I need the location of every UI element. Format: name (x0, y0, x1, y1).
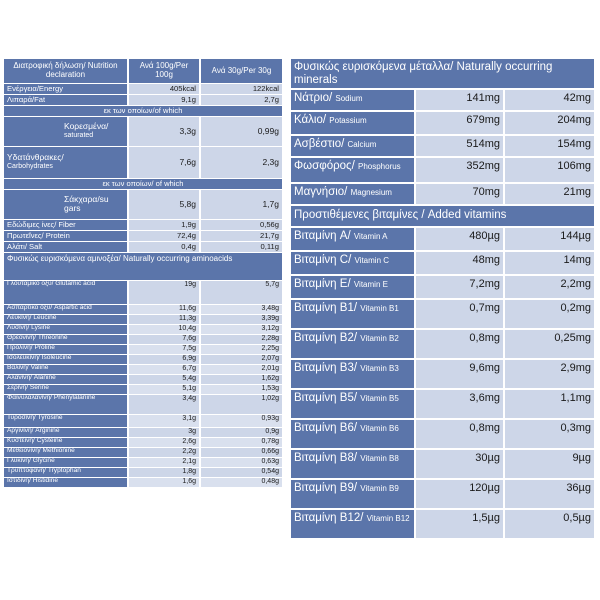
vitamin-label (291, 419, 415, 449)
aminoacid-per-30g: 1,02g (200, 394, 282, 414)
aminoacid-row (4, 437, 282, 447)
per-100g-header: Ανά 100g/Per 100g (128, 59, 200, 83)
mineral-label (291, 89, 415, 111)
of-which-row (4, 105, 282, 116)
carbohydrates-label (4, 146, 128, 178)
vitamin-per-30g: 0,3mg (504, 419, 594, 449)
vitamin-per-100g: 30µg (415, 449, 504, 479)
aminoacid-row (4, 414, 282, 427)
aminoacid-per-30g: 0,66g (200, 447, 282, 457)
saturated-row (4, 116, 282, 146)
vitamin-name-en: Vitamin B12 (366, 514, 410, 523)
vitamin-per-30g: 1,1mg (504, 389, 594, 419)
aminoacid-per-100g: 1,6g (128, 477, 200, 487)
aminoacid-per-30g: 3,48g (200, 304, 282, 314)
vitamin-row (291, 479, 594, 509)
saturated-label-en: saturated (64, 132, 94, 140)
aminoacid-row (4, 354, 282, 364)
carbohydrates-label-gr: Υδατάνθρακες/ (7, 152, 64, 163)
mineral-name-en: Magnesium (350, 188, 392, 197)
fiber-row (4, 219, 282, 230)
mineral-label (291, 157, 415, 183)
sugars-label (4, 189, 128, 219)
saturated-label (4, 116, 128, 146)
vitamin-per-30g: 144µg (504, 227, 594, 251)
aminoacid-per-30g: 2,07g (200, 354, 282, 364)
aminoacids-section-row (4, 252, 282, 280)
vitamin-row (291, 275, 594, 299)
vitamin-row (291, 449, 594, 479)
vitamin-row (291, 419, 594, 449)
sugars-label-en: gars (64, 203, 81, 213)
minerals-section-row (291, 59, 594, 89)
vitamin-name-en: Vitamin B1 (360, 304, 399, 313)
vitamin-label (291, 479, 415, 509)
aminoacid-label: Γλουταμικό οξύ/ Glutamic acid (4, 280, 128, 304)
saturated-per-30g: 0,99g (200, 116, 282, 146)
aminoacid-row (4, 324, 282, 334)
protein-label: Πρωτεΐνες/ Protein (4, 230, 128, 241)
vitamin-label (291, 389, 415, 419)
aminoacid-label: Λευκίνη/ Leucine (4, 314, 128, 324)
nutrition-declaration-header: Διατροφική δήλωση/ Nutrition declaration (4, 59, 128, 83)
aminoacid-label: Φαινυλαλανίνη/ Phenylalanine (4, 394, 128, 414)
mineral-per-30g: 106mg (504, 157, 594, 183)
aminoacid-per-100g: 3g (128, 427, 200, 437)
carbohydrates-row (4, 146, 282, 178)
aminoacid-row (4, 457, 282, 467)
aminoacid-row (4, 344, 282, 354)
vitamin-name-en: Vitamin B5 (360, 394, 399, 403)
aminoacid-per-30g: 2,01g (200, 364, 282, 374)
aminoacid-label: Προλίνη/ Proline (4, 344, 128, 354)
aminoacid-row (4, 314, 282, 324)
vitamin-name-gr: Βιταμίνη B2/ (294, 332, 358, 344)
aminoacid-per-100g: 3,4g (128, 394, 200, 414)
vitamin-per-100g: 3,6mg (415, 389, 504, 419)
fat-per-100g: 9,1g (128, 94, 200, 105)
aminoacid-per-100g: 11,3g (128, 314, 200, 324)
aminoacid-per-100g: 3,1g (128, 414, 200, 427)
mineral-name-gr: Ασβέστιο/ (294, 138, 345, 150)
nutrition-declaration-table (4, 59, 282, 488)
vitamin-per-30g: 2,2mg (504, 275, 594, 299)
vitamin-per-100g: 480µg (415, 227, 504, 251)
aminoacid-row (4, 447, 282, 457)
sugars-per-30g: 1,7g (200, 189, 282, 219)
aminoacid-row (4, 384, 282, 394)
vitamin-row (291, 251, 594, 275)
mineral-label (291, 111, 415, 135)
protein-row (4, 230, 282, 241)
vitamin-label (291, 275, 415, 299)
vitamin-per-100g: 120µg (415, 479, 504, 509)
mineral-per-100g: 70mg (415, 183, 504, 205)
aminoacid-per-30g: 0,78g (200, 437, 282, 447)
minerals-section-title: Φυσικώς ευρισκόμενα μέταλλα/ Naturally occurring minerals (291, 59, 594, 89)
vitamin-name-en: Vitamin B9 (360, 484, 399, 493)
aminoacid-per-100g: 2,6g (128, 437, 200, 447)
aminoacid-label: Κυστεΐνη/ Cysteine (4, 437, 128, 447)
aminoacid-per-30g: 2,28g (200, 334, 282, 344)
aminoacid-row (4, 374, 282, 384)
vitamin-per-30g: 14mg (504, 251, 594, 275)
aminoacid-label: Ασπαρτικό οξύ/ Aspartic acid (4, 304, 128, 314)
carbohydrates-label-en: Carbohydrates (7, 163, 53, 171)
aminoacid-label: Αργινίνη/ Arginine (4, 427, 128, 437)
aminoacid-row (4, 280, 282, 304)
aminoacid-per-30g: 0,63g (200, 457, 282, 467)
mineral-row (291, 157, 594, 183)
mineral-label (291, 135, 415, 157)
mineral-per-30g: 154mg (504, 135, 594, 157)
aminoacid-per-100g: 7,6g (128, 334, 200, 344)
salt-per-30g: 0,11g (200, 241, 282, 252)
mineral-name-gr: Μαγνήσιο/ (294, 186, 348, 198)
fiber-per-30g: 0,56g (200, 219, 282, 230)
aminoacid-per-100g: 1,8g (128, 467, 200, 477)
mineral-name-en: Phosphorus (357, 162, 401, 171)
aminoacid-per-100g: 6,9g (128, 354, 200, 364)
aminoacid-per-30g: 3,39g (200, 314, 282, 324)
vitamin-name-en: Vitamin A (353, 232, 388, 241)
vitamin-name-gr: Βιταμίνη C/ (294, 254, 352, 266)
nutrition-header-row (4, 59, 282, 83)
protein-per-30g: 21,7g (200, 230, 282, 241)
mineral-per-30g: 21mg (504, 183, 594, 205)
mineral-row (291, 183, 594, 205)
aminoacid-per-30g: 5,7g (200, 280, 282, 304)
vitamin-name-gr: Βιταμίνη B3/ (294, 362, 358, 374)
vitamin-row (291, 227, 594, 251)
protein-per-100g: 72,4g (128, 230, 200, 241)
aminoacid-label: Τυροσίνη/ Tyrosine (4, 414, 128, 427)
fat-label: Λιπαρά/Fat (4, 94, 128, 105)
fiber-label: Εδώδιμες ίνες/ Fiber (4, 219, 128, 230)
sugars-label-gr: Σάκχαρα/su (64, 194, 109, 205)
mineral-label (291, 183, 415, 205)
aminoacid-per-30g: 1,53g (200, 384, 282, 394)
energy-per-30g: 122kcal (200, 83, 282, 94)
aminoacid-label: Ισολευκίνη/ Isoleucine (4, 354, 128, 364)
mineral-name-gr: Κάλιο/ (294, 114, 327, 126)
aminoacid-row (4, 394, 282, 414)
vitamin-per-30g: 36µg (504, 479, 594, 509)
vitamin-per-30g: 0,5µg (504, 509, 594, 539)
vitamin-name-gr: Βιταμίνη E/ (294, 278, 351, 290)
vitamins-list (291, 227, 594, 539)
aminoacid-label: Βαλίνη/ Valine (4, 364, 128, 374)
vitamin-name-gr: Βιταμίνη B12/ (294, 512, 364, 524)
vitamin-name-en: Vitamin E (353, 280, 388, 289)
vitamin-label (291, 329, 415, 359)
aminoacid-per-30g: 1,62g (200, 374, 282, 384)
of-which-label: εκ των οποίων/of which (4, 105, 282, 116)
fat-per-30g: 2,7g (200, 94, 282, 105)
aminoacid-label: Σερίνη/ Serine (4, 384, 128, 394)
fiber-per-100g: 1,9g (128, 219, 200, 230)
mineral-row (291, 111, 594, 135)
vitamin-per-30g: 0,2mg (504, 299, 594, 329)
mineral-row (291, 89, 594, 111)
fat-row (4, 94, 282, 105)
vitamin-per-100g: 0,8mg (415, 329, 504, 359)
mineral-name-en: Calcium (347, 140, 377, 149)
minerals-list (291, 89, 594, 205)
mineral-name-en: Sodium (335, 94, 363, 103)
vitamin-per-30g: 9µg (504, 449, 594, 479)
sugars-row (4, 189, 282, 219)
vitamin-label (291, 449, 415, 479)
vitamin-per-30g: 2,9mg (504, 359, 594, 389)
vitamin-name-en: Vitamin B3 (360, 364, 399, 373)
vitamin-name-gr: Βιταμίνη B6/ (294, 422, 358, 434)
vitamins-section-title: Προστιθέμενες βιταμίνες / Added vitamins (291, 205, 594, 227)
vitamin-name-en: Vitamin C (354, 256, 390, 265)
vitamin-per-100g: 48mg (415, 251, 504, 275)
aminoacid-per-100g: 19g (128, 280, 200, 304)
carbohydrates-per-100g: 7,6g (128, 146, 200, 178)
aminoacid-label: Μεθειονίνη/ Methionine (4, 447, 128, 457)
aminoacid-per-30g: 0,48g (200, 477, 282, 487)
aminoacid-label: Ιστιδίνη/ Histidine (4, 477, 128, 487)
salt-row (4, 241, 282, 252)
aminoacid-row (4, 477, 282, 487)
of-which-label-2: εκ των οποίων/ of which (4, 178, 282, 189)
vitamin-name-en: Vitamin B8 (360, 454, 399, 463)
vitamin-name-gr: Βιταμίνη B1/ (294, 302, 358, 314)
vitamin-label (291, 299, 415, 329)
aminoacids-list (4, 280, 282, 487)
vitamin-per-100g: 9,6mg (415, 359, 504, 389)
vitamin-label (291, 227, 415, 251)
vitamins-section-row (291, 205, 594, 227)
vitamin-name-en: Vitamin B2 (360, 334, 399, 343)
vitamin-per-100g: 0,7mg (415, 299, 504, 329)
vitamin-name-gr: Βιταμίνη A/ (294, 230, 351, 242)
mineral-name-gr: Νάτριο/ (294, 92, 333, 104)
aminoacid-per-100g: 2,2g (128, 447, 200, 457)
energy-row (4, 83, 282, 94)
aminoacid-label: Γλυκίνη/ Glycine (4, 457, 128, 467)
energy-label: Ενέργεια/Energy (4, 83, 128, 94)
mineral-name-gr: Φωσφόρος/ (294, 160, 355, 172)
vitamin-name-gr: Βιταμίνη B8/ (294, 452, 358, 464)
aminoacid-per-30g: 0,9g (200, 427, 282, 437)
aminoacid-label: Αλανίνη/ Alanine (4, 374, 128, 384)
sugars-per-100g: 5,8g (128, 189, 200, 219)
vitamin-row (291, 299, 594, 329)
aminoacid-row (4, 364, 282, 374)
mineral-per-100g: 514mg (415, 135, 504, 157)
vitamin-per-100g: 0,8mg (415, 419, 504, 449)
vitamin-per-100g: 1,5µg (415, 509, 504, 539)
mineral-row (291, 135, 594, 157)
vitamin-label (291, 509, 415, 539)
vitamin-label (291, 251, 415, 275)
minerals-vitamins-table (291, 59, 594, 540)
mineral-per-30g: 42mg (504, 89, 594, 111)
of-which-row-2 (4, 178, 282, 189)
vitamin-per-100g: 7,2mg (415, 275, 504, 299)
aminoacid-per-100g: 5,1g (128, 384, 200, 394)
mineral-per-100g: 679mg (415, 111, 504, 135)
vitamin-name-en: Vitamin B6 (360, 424, 399, 433)
salt-label: Αλάτι/ Salt (4, 241, 128, 252)
mineral-name-en: Potassium (329, 116, 367, 125)
per-30g-header: Ανά 30g/Per 30g (200, 59, 282, 83)
aminoacid-per-30g: 3,12g (200, 324, 282, 334)
vitamin-name-gr: Βιταμίνη B5/ (294, 392, 358, 404)
saturated-label-gr: Κορεσμένα/ (64, 121, 109, 132)
aminoacid-row (4, 427, 282, 437)
carbohydrates-per-30g: 2,3g (200, 146, 282, 178)
aminoacid-per-100g: 2,1g (128, 457, 200, 467)
aminoacid-row (4, 467, 282, 477)
aminoacid-label: Λυσίνη/ Lysine (4, 324, 128, 334)
mineral-per-100g: 352mg (415, 157, 504, 183)
aminoacid-per-100g: 11,6g (128, 304, 200, 314)
aminoacid-per-100g: 6,7g (128, 364, 200, 374)
energy-per-100g: 405kcal (128, 83, 200, 94)
mineral-per-30g: 204mg (504, 111, 594, 135)
vitamin-row (291, 329, 594, 359)
aminoacid-label: Θρεονίνη/ Threonine (4, 334, 128, 344)
saturated-per-100g: 3,3g (128, 116, 200, 146)
salt-per-100g: 0,4g (128, 241, 200, 252)
mineral-per-100g: 141mg (415, 89, 504, 111)
aminoacid-per-100g: 5,4g (128, 374, 200, 384)
aminoacid-per-30g: 0,54g (200, 467, 282, 477)
vitamin-label (291, 359, 415, 389)
aminoacid-row (4, 304, 282, 314)
vitamin-name-gr: Βιταμίνη B9/ (294, 482, 358, 494)
vitamin-row (291, 509, 594, 539)
aminoacid-per-30g: 2,25g (200, 344, 282, 354)
vitamin-row (291, 389, 594, 419)
vitamin-row (291, 359, 594, 389)
aminoacid-per-30g: 0,93g (200, 414, 282, 427)
aminoacid-label: Τρυπτοφάνη/ Tryptophan (4, 467, 128, 477)
aminoacid-per-100g: 7,5g (128, 344, 200, 354)
aminoacid-per-100g: 10,4g (128, 324, 200, 334)
aminoacids-section-title: Φυσικώς ευρισκόμενα αμινοξέα/ Naturally occurring aminoacids (4, 252, 282, 280)
aminoacid-row (4, 334, 282, 344)
vitamin-per-30g: 0,25mg (504, 329, 594, 359)
